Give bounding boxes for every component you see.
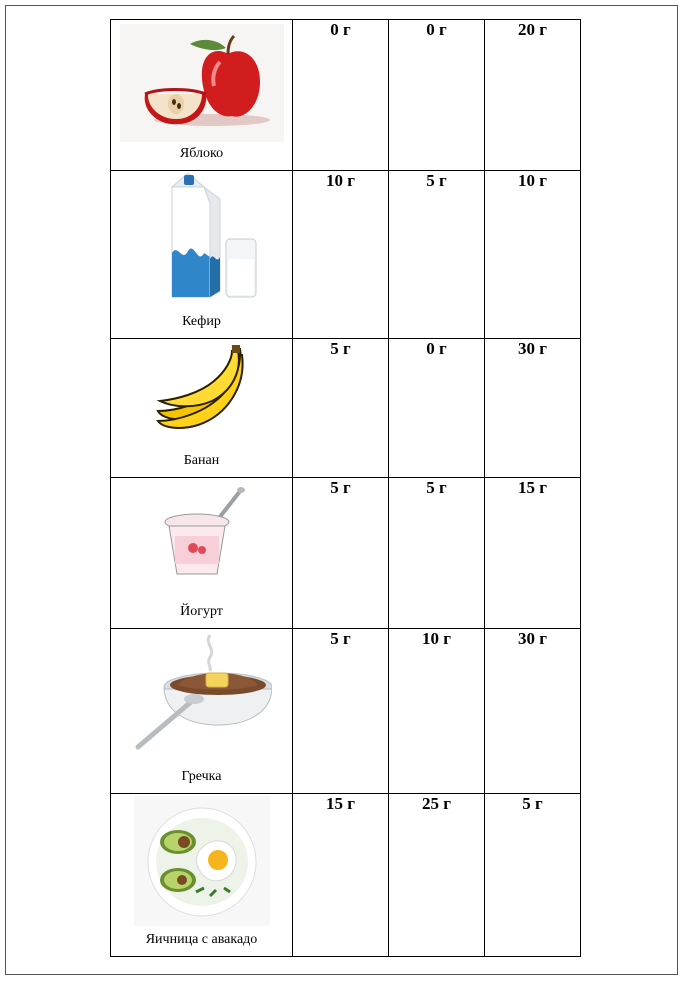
food-cell (111, 171, 293, 339)
value-cell: 5 г (293, 478, 389, 629)
yogurt-cup-icon (157, 486, 247, 580)
table-row (111, 339, 581, 478)
food-name: Кефир (182, 314, 221, 329)
value-cell: 15 г (485, 478, 581, 629)
value-cell: 0 г (293, 20, 389, 171)
food-cell (111, 478, 293, 629)
eggs-avocado-plate-icon (134, 796, 270, 926)
table-row (111, 794, 581, 957)
value-cell: 0 г (389, 339, 485, 478)
food-name: Йогурт (180, 604, 223, 619)
table-row (111, 20, 581, 171)
value-cell: 30 г (485, 629, 581, 794)
nutrition-table (110, 19, 581, 957)
table-row (111, 478, 581, 629)
buckwheat-bowl-icon (132, 631, 272, 751)
value-cell: 10 г (293, 171, 389, 339)
food-name: Банан (183, 453, 220, 468)
value-cell: 10 г (485, 171, 581, 339)
value-cell: 30 г (485, 339, 581, 478)
food-name: Яичница с авакадо (145, 932, 258, 947)
value-cell: 0 г (389, 20, 485, 171)
apple-icon (120, 24, 284, 142)
food-name: Яблоко (179, 146, 224, 161)
table-row (111, 629, 581, 794)
kefir-carton-icon (142, 173, 262, 301)
food-cell (111, 629, 293, 794)
value-cell: 5 г (293, 339, 389, 478)
food-cell (111, 794, 293, 957)
value-cell: 25 г (389, 794, 485, 957)
food-name: Гречка (181, 769, 222, 784)
banana-icon (154, 345, 250, 431)
food-cell (111, 339, 293, 478)
value-cell: 5 г (293, 629, 389, 794)
value-cell: 10 г (389, 629, 485, 794)
value-cell: 5 г (485, 794, 581, 957)
value-cell: 20 г (485, 20, 581, 171)
value-cell: 5 г (389, 171, 485, 339)
table-row (111, 171, 581, 339)
value-cell: 5 г (389, 478, 485, 629)
food-cell (111, 20, 293, 171)
value-cell: 15 г (293, 794, 389, 957)
